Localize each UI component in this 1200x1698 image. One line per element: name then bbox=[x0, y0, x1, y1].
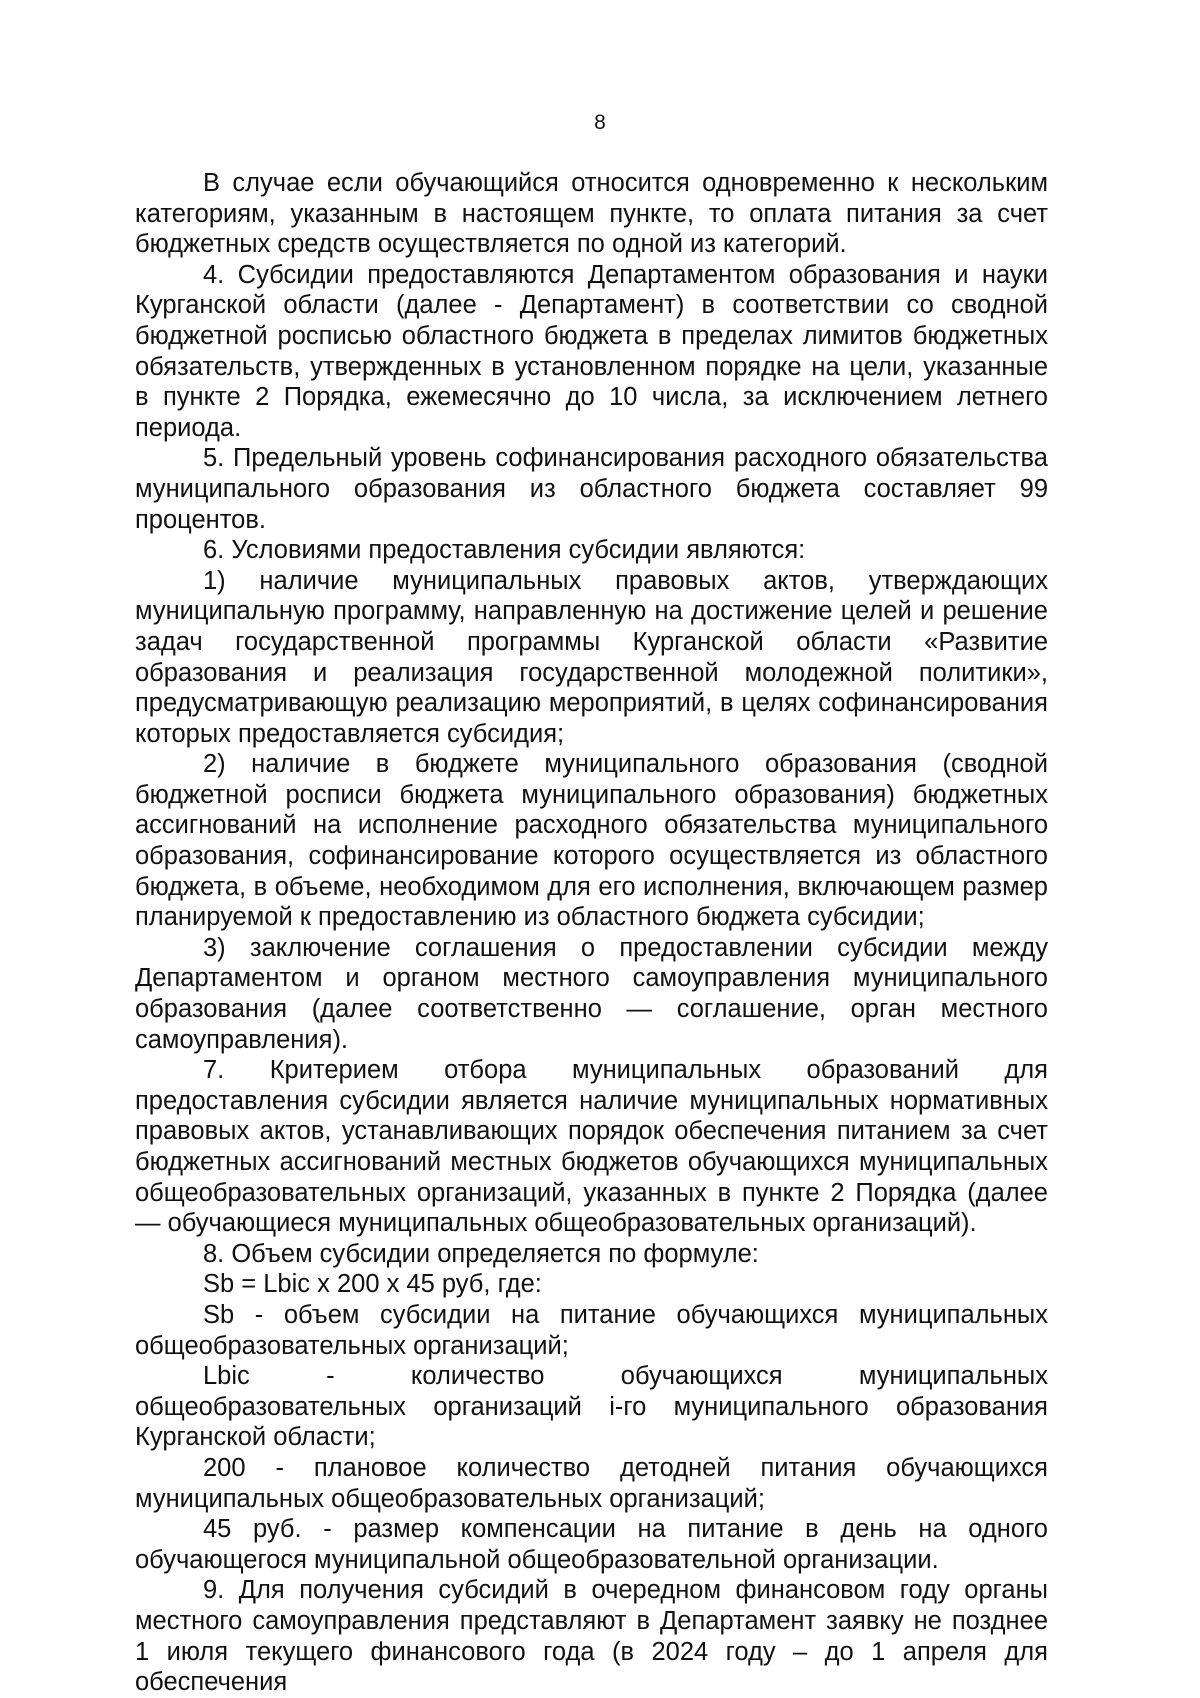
formula: Sb = Lbic x 200 x 45 руб, где: bbox=[203, 1270, 542, 1299]
paragraph-item-5: 5. Предельный уровень софинансирования расходного обязательства муниципального образования из областного бюджета составляет 99 процентов. bbox=[135, 444, 1048, 534]
formula-term-45: 45 руб. - размер компенсации на питание в день на одного обучающегося муниципальной общеобразовательной организации. bbox=[135, 1515, 1048, 1574]
formula-term-lbic: Lbic - количество обучающихся муниципальных общеобразовательных организаций i-го муниципального образования Курганской области; bbox=[135, 1362, 1048, 1452]
formula-term-sb: Sb - объем субсидии на питание обучающихся муниципальных общеобразовательных организаций; bbox=[135, 1300, 1048, 1360]
paragraph-item-8: 8. Объем субсидии определяется по формуле: bbox=[203, 1239, 759, 1268]
paragraph-item-9: 9. Для получения субсидий в очередном финансовом году органы местного самоуправления представляют в Департамент заявку не позднее 1 июля текущего финансового года (в 2024 году – до 1 апреля для обеспечения bbox=[135, 1576, 1048, 1697]
paragraph-item-6-2: 2) наличие в бюджете муниципального образования (сводной бюджетной росписи бюджета муниципального образования) бюджетных ассигнований на исполнение расходного обязательства муниципального образования, софинансирование которого осуществляется из областного бюджета, в объеме, необходимом для его исполнения, включающем размер планируемой к предоставлению из областного бюджета субсидии; bbox=[135, 750, 1048, 932]
page-number: 8 bbox=[594, 111, 606, 134]
document-body bbox=[135, 168, 1048, 1698]
paragraph-item-6: 6. Условиями предоставления субсидии являются: bbox=[203, 536, 806, 565]
formula-term-200: 200 - плановое количество детодней питания обучающихся муниципальных общеобразовательных организаций; bbox=[135, 1453, 1048, 1513]
paragraph-item-7: 7. Критерием отбора муниципальных образований для предоставления субсидии является наличие муниципальных нормативных правовых актов, устанавливающих порядок обеспечения питанием за счет бюджетных ассигнований местных бюджетов обучающихся муниципальных общеобразовательных организаций, указанных в пункте 2 Порядка (далее — обучающиеся муниципальных общеобразовательных организаций). bbox=[135, 1056, 1048, 1238]
paragraph-item-4: 4. Субсидии предоставляются Департаментом образования и науки Курганской области (далее - Департамент) в соответствии со сводной бюджетной росписью областного бюджета в пределах лимитов бюджетных обязательств, утвержденных в установленном порядке на цели, указанные в пункте 2 Порядка, ежемесячно до 10 числа, за исключением летнего периода. bbox=[135, 260, 1048, 442]
paragraph-item-6-3: 3) заключение соглашения о предоставлении субсидии между Департаментом и органом местного самоуправления муниципального образования (далее соответственно — соглашение, орган местного самоуправления). bbox=[135, 933, 1048, 1054]
paragraph-categories-note: В случае если обучающийся относится одновременно к нескольким категориям, указанным в настоящем пункте, то оплата питания за счет бюджетных средств осуществляется по одной из категорий. bbox=[135, 169, 1048, 259]
paragraph-item-6-1: 1) наличие муниципальных правовых актов, утверждающих муниципальную программу, направленную на достижение целей и решение задач государственной программы Курганской области «Развитие образования и реализация государственной молодежной политики», предусматривающую реализацию мероприятий, в целях софинансирования которых предоставляется субсидия; bbox=[135, 566, 1048, 748]
